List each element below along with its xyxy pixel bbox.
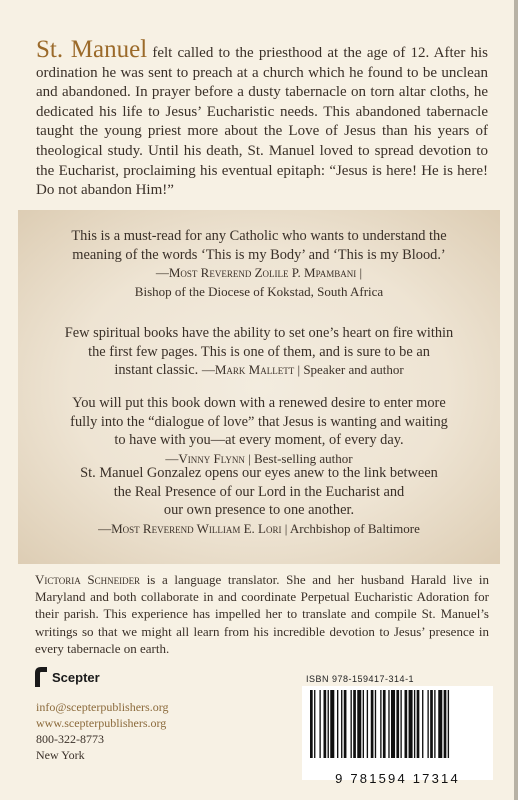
intro-paragraph [36,36,488,201]
cover-edge [514,0,518,800]
publisher-email-link[interactable]: info@scepterpublishers.org [36,700,169,714]
endorsement-1-separator: | [356,265,363,280]
endorsement-4-line-2: the Real Presence of our Lord in the Eucharist and [113,483,405,500]
endorsement-1 [18,227,500,301]
endorsement-4-author: —Most Reverend William E. Lori [98,520,282,536]
endorsement-2-role: | Speaker and author [294,362,404,377]
endorsement-3-role: | Best-selling author [244,450,353,466]
scepter-logo-icon [33,665,49,689]
translator-name: Victoria Schneider [35,572,141,587]
publisher-logo [33,664,123,690]
endorsement-4 [18,464,500,538]
publisher-city: New York [36,748,85,762]
publisher-logo-text: Scepter [52,669,100,685]
barcode-digits: 9 781594 17314 [335,771,460,786]
publisher-phone: 800-322-8773 [36,732,104,746]
endorsement-4-line-1: St. Manuel Gonzalez opens our eyes anew to the link between [80,465,438,481]
endorsement-3 [18,394,500,468]
endorsement-2 [18,324,500,380]
endorsement-3-line-2: fully into the “dialogue of love” that Jesus is wanting and waiting [70,413,448,430]
endorsement-2-line-1: Few spiritual books have the ability to set one’s heart on fire within [64,325,454,341]
endorsement-3-line-3: to have with you—at every moment, of every day. [114,432,404,448]
endorsement-4-role: | Archbishop of Baltimore [281,520,420,536]
endorsement-2-line-3: instant classic. [114,362,202,378]
publisher-contact [36,699,168,763]
publisher-website-link[interactable]: www.scepterpublishers.org [36,716,167,730]
endorsement-3-author: —Vinny Flynn [165,450,245,466]
barcode [302,686,493,780]
endorsement-1-author: —Most Reverend Zolile P. Mpambani [155,265,357,280]
endorsement-2-author: —Mark Mallett [201,362,295,377]
barcode-bars-icon [308,690,486,758]
endorsement-4-line-3: our own presence to one another. [163,502,355,518]
endorsement-1-role: Bishop of the Diocese of Kokstad, South Africa [134,283,384,299]
endorsement-2-line-2: the first few pages. This is one of them, and is sure to be an [88,343,430,360]
intro-lead-name: St. Manuel [36,36,148,63]
isbn-label: ISBN 978-159417-314-1 [306,674,415,684]
translator-bio [35,571,489,657]
endorsement-3-line-1: You will put this book down with a renewed desire to enter more [72,395,446,411]
endorsements-panel [18,210,500,564]
intro-text: felt called to the priesthood at the age of 12. After his ordination he was sent to preach at a church which he found to be unclean and abandoned. In prayer before a dusty tabernacle on torn altar cloths, he dedicated his life to Jesus’ Eucharistic needs. This abandoned tabernacle taught the young priest more about the Love of Jesus than his years of theological study. Until his death, St. Manuel loved to spread devotion to the Eucharist, proclaiming his eventual epitaph: “Jesus is here! He is here! Do not abandon Him!” [36,45,488,199]
endorsement-1-line-1: This is a must-read for any Catholic who wants to understand the [71,228,447,244]
endorsement-1-line-2: meaning of the words ‘This is my Body’ and ‘This is my Blood.’ [72,246,446,263]
translator-bio-text: is a language translator. She and her husband Harald live in Maryland and both collaborate in and coordinate Perpetual Eucharistic Adoration for their parish. This experience has impelled her to translate and compile St. Manuel’s writings so that we might all learn from his incredible devotion to Jesus’ presence in every tabernacle on earth. [35,572,489,656]
